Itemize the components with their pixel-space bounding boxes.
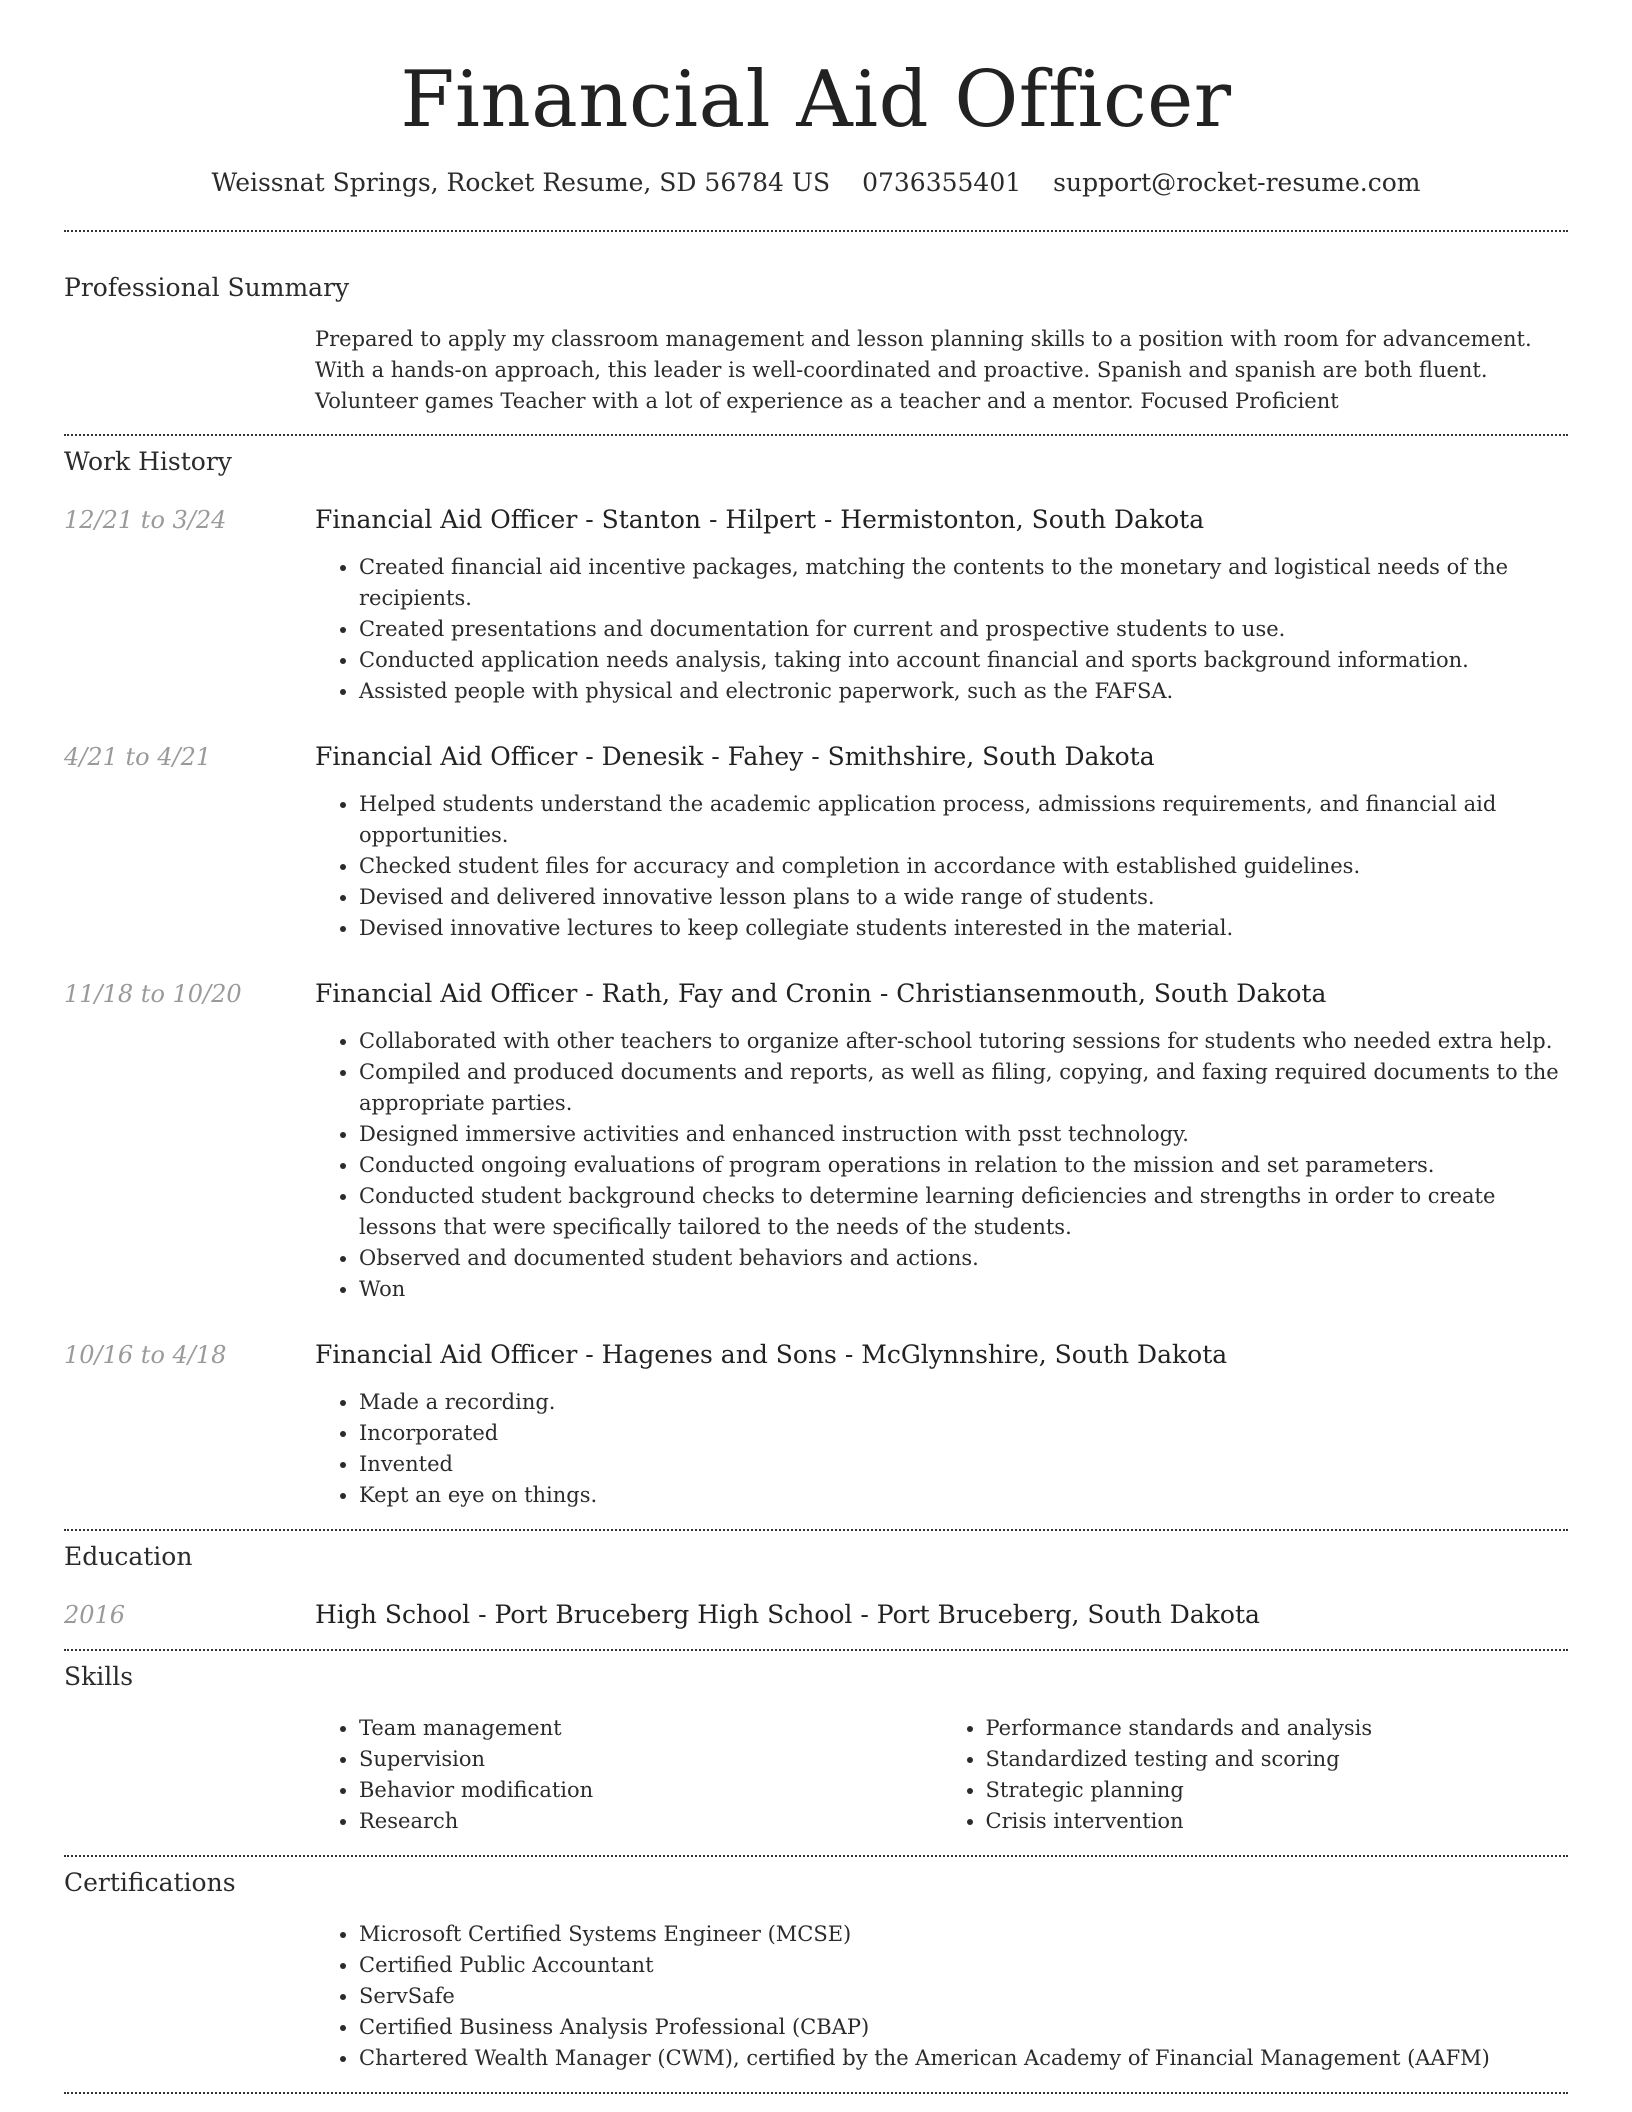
job-dates: 12/21 to 3/24 <box>64 506 227 534</box>
contact-phone: 0736355401 <box>862 168 1022 197</box>
contact-line <box>64 166 1568 200</box>
certification-item: • Chartered Wealth Manager (CWM), certified by the American Academy of Financial Management (AAFM) <box>359 2043 1568 2074</box>
education-section <box>64 1531 1568 1631</box>
job-dates: 4/21 to 4/21 <box>64 743 212 771</box>
contact-address: Weissnat Springs, Rocket Resume, SD 56784 US <box>211 168 831 197</box>
job-bullets <box>315 789 1568 944</box>
job-bullet: • Kept an eye on things. <box>359 1480 1568 1511</box>
job-heading: Financial Aid Officer - Hagenes and Sons - McGlynnshire, South Dakota <box>315 1340 1228 1369</box>
job-bullet: • Devised and delivered innovative lesson plans to a wide range of students. <box>359 882 1568 913</box>
skill-item: • Crisis intervention <box>986 1806 1569 1837</box>
job-bullets <box>315 1026 1568 1305</box>
section-title-skills: Skills <box>64 1662 134 1691</box>
job-bullet: • Observed and documented student behaviors and actions. <box>359 1243 1568 1274</box>
job-bullet: • Conducted student background checks to determine learning deficiencies and strengths in order to create lessons that were specifically tailored to the needs of the students. <box>359 1181 1568 1243</box>
job-bullet: • Won <box>359 1274 1568 1305</box>
skills-section <box>64 1651 1568 1837</box>
skill-item: • Behavior modification <box>359 1775 942 1806</box>
resume-name: Financial Aid Officer <box>400 55 1232 145</box>
education-year: 2016 <box>64 1601 126 1629</box>
job-bullet: • Assisted people with physical and electronic paperwork, such as the FAFSA. <box>359 676 1568 707</box>
section-title-certifications: Certifications <box>64 1868 236 1897</box>
certification-item: • Microsoft Certified Systems Engineer (MCSE) <box>359 1919 1568 1950</box>
education-heading: High School - Port Bruceberg High School - Port Bruceberg, South Dakota <box>315 1600 1260 1629</box>
skill-item: • Performance standards and analysis <box>986 1713 1569 1744</box>
education-entry <box>64 1599 1568 1631</box>
job-bullet: • Made a recording. <box>359 1387 1568 1418</box>
certifications-section <box>64 1857 1568 2074</box>
job-entry <box>64 978 1568 1305</box>
job-bullet: • Invented <box>359 1449 1568 1480</box>
section-title-education: Education <box>64 1542 193 1571</box>
summary-text: Prepared to apply my classroom management and lesson planning skills to a position with room for advancement. With a hands-on approach, this leader is well-coordinated and proactive. Spanish and spanish are both fluent. Volunteer games Teacher with a lot of experience as a teacher and a mentor. Focused Proficient <box>315 327 1532 413</box>
skills-list-left <box>315 1713 942 1837</box>
job-bullet: • Checked student files for accuracy and completion in accordance with established guidelines. <box>359 851 1568 882</box>
certification-item: • ServSafe <box>359 1981 1568 2012</box>
job-bullet: • Conducted application needs analysis, taking into account financial and sports background information. <box>359 645 1568 676</box>
section-title-work: Work History <box>64 447 232 476</box>
job-heading: Financial Aid Officer - Stanton - Hilpert - Hermistonton, South Dakota <box>315 505 1205 534</box>
job-bullet: • Compiled and produced documents and reports, as well as filing, copying, and faxing required documents to the appropriate parties. <box>359 1057 1568 1119</box>
job-bullet: • Conducted ongoing evaluations of program operations in relation to the mission and set parameters. <box>359 1150 1568 1181</box>
skill-item: • Strategic planning <box>986 1775 1569 1806</box>
job-bullet: • Created financial aid incentive packages, matching the contents to the monetary and logistical needs of the recipients. <box>359 552 1568 614</box>
job-bullets <box>315 552 1568 707</box>
job-entry <box>64 504 1568 707</box>
skill-item: • Research <box>359 1806 942 1837</box>
job-bullets <box>315 1387 1568 1511</box>
job-bullet: • Helped students understand the academic application process, admissions requirements, and financial aid opportunities. <box>359 789 1568 851</box>
skills-list-right <box>942 1713 1569 1837</box>
section-title-summary: Professional Summary <box>64 273 350 302</box>
skill-item: • Team management <box>359 1713 942 1744</box>
job-bullet: • Collaborated with other teachers to organize after-school tutoring sessions for students who needed extra help. <box>359 1026 1568 1057</box>
job-heading: Financial Aid Officer - Rath, Fay and Cronin - Christiansenmouth, South Dakota <box>315 979 1327 1008</box>
job-bullet: • Incorporated <box>359 1418 1568 1449</box>
certification-item: • Certified Public Accountant <box>359 1950 1568 1981</box>
certifications-list <box>315 1919 1568 2074</box>
job-entry <box>64 1339 1568 1511</box>
job-bullet: • Created presentations and documentation for current and prospective students to use. <box>359 614 1568 645</box>
job-dates: 10/16 to 4/18 <box>64 1341 227 1369</box>
work-history-section <box>64 436 1568 1511</box>
summary-section <box>64 232 1568 417</box>
resume-page <box>64 0 1568 2094</box>
divider <box>64 2092 1568 2094</box>
contact-email[interactable]: support@rocket-resume.com <box>1053 168 1421 197</box>
skill-item: • Standardized testing and scoring <box>986 1744 1569 1775</box>
job-entry <box>64 741 1568 944</box>
certification-item: • Certified Business Analysis Professional (CBAP) <box>359 2012 1568 2043</box>
job-bullet: • Devised innovative lectures to keep collegiate students interested in the material. <box>359 913 1568 944</box>
skill-item: • Supervision <box>359 1744 942 1775</box>
job-dates: 11/18 to 10/20 <box>64 980 242 1008</box>
job-bullet: • Designed immersive activities and enhanced instruction with psst technology. <box>359 1119 1568 1150</box>
job-heading: Financial Aid Officer - Denesik - Fahey - Smithshire, South Dakota <box>315 742 1155 771</box>
